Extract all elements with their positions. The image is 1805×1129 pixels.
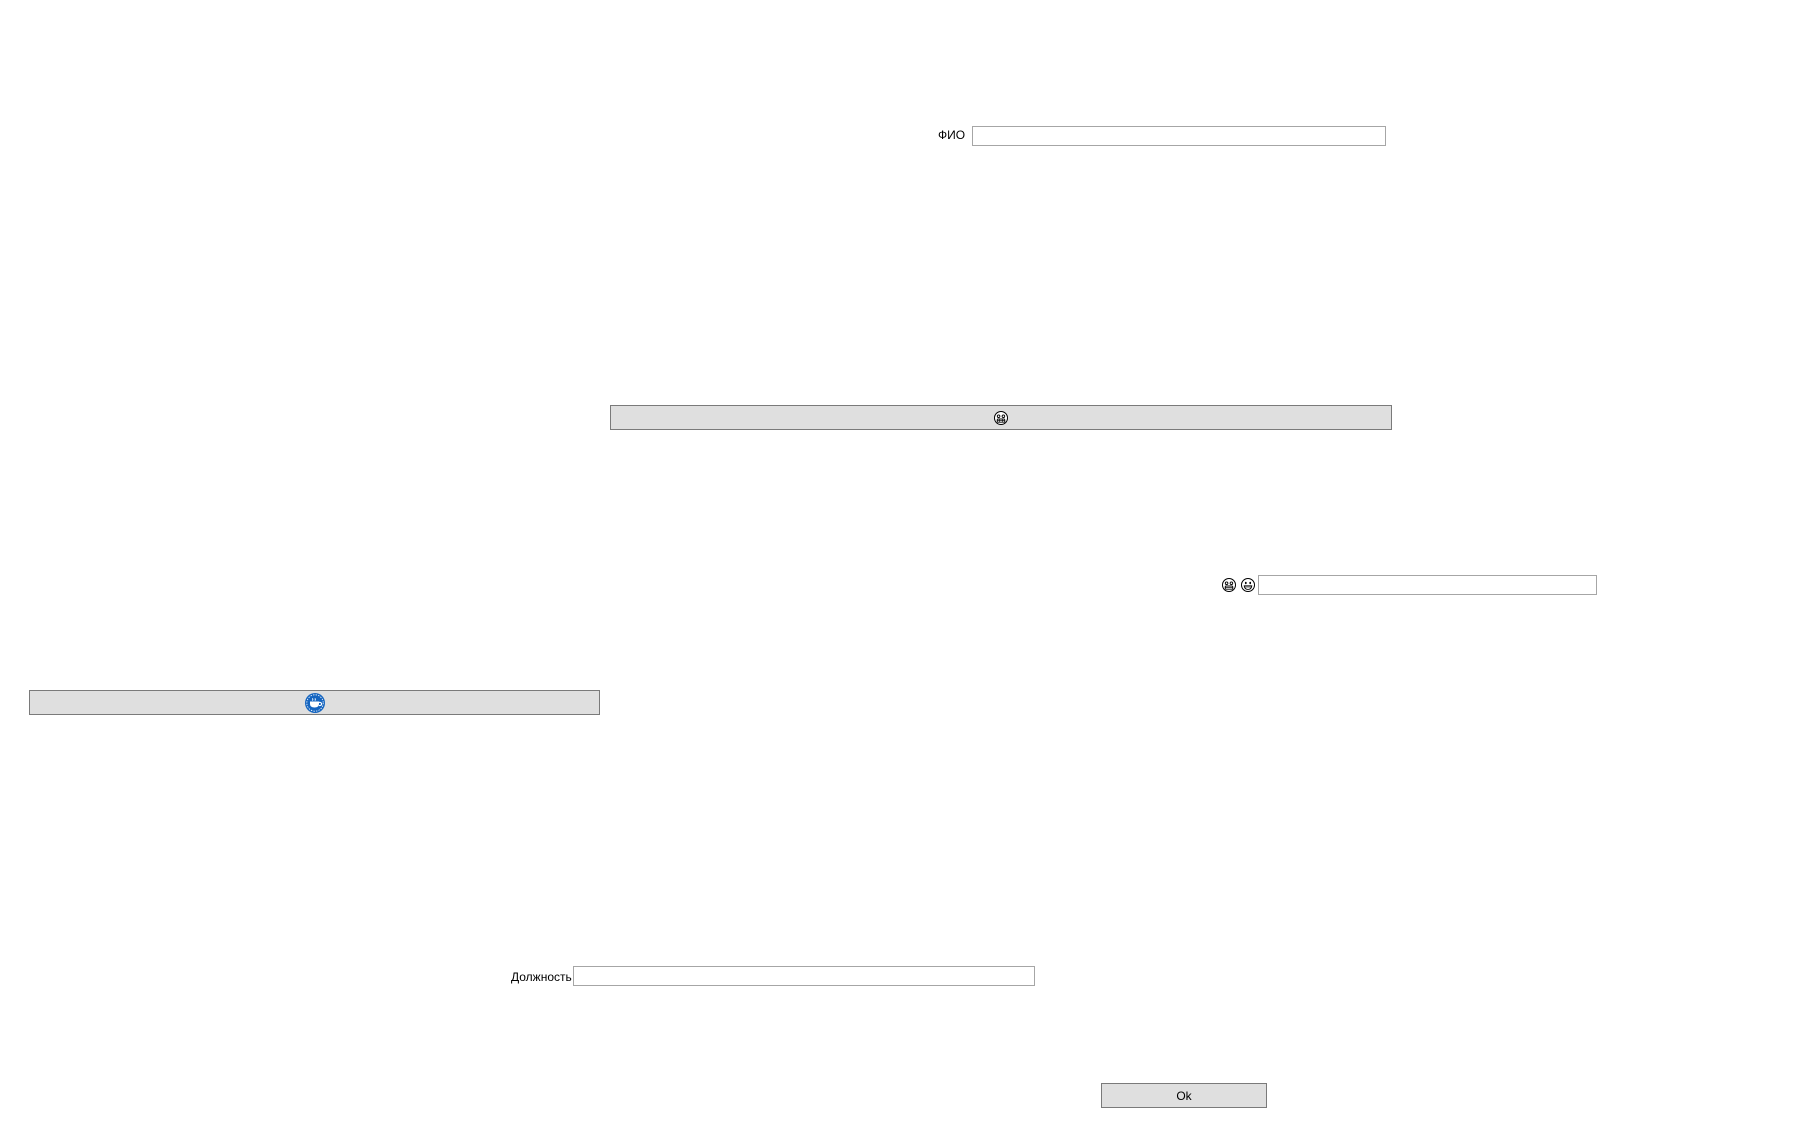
badge-button[interactable] — [29, 690, 600, 715]
ok-button-label: Ok — [1176, 1088, 1192, 1103]
emoji-field-label — [1221, 577, 1256, 593]
grinning-face-icon — [1240, 577, 1256, 593]
cup-badge-icon — [304, 692, 326, 714]
emoji-wide-button[interactable] — [610, 405, 1392, 430]
emoji-input[interactable] — [1258, 575, 1597, 595]
fio-label: ФИО — [938, 128, 966, 142]
position-input[interactable] — [573, 966, 1035, 986]
fio-input[interactable] — [972, 126, 1386, 146]
ok-button[interactable] — [1101, 1083, 1267, 1108]
position-label: Должность — [511, 970, 572, 984]
grimace-face-icon — [1221, 577, 1237, 593]
grimace-face-icon — [993, 410, 1009, 426]
